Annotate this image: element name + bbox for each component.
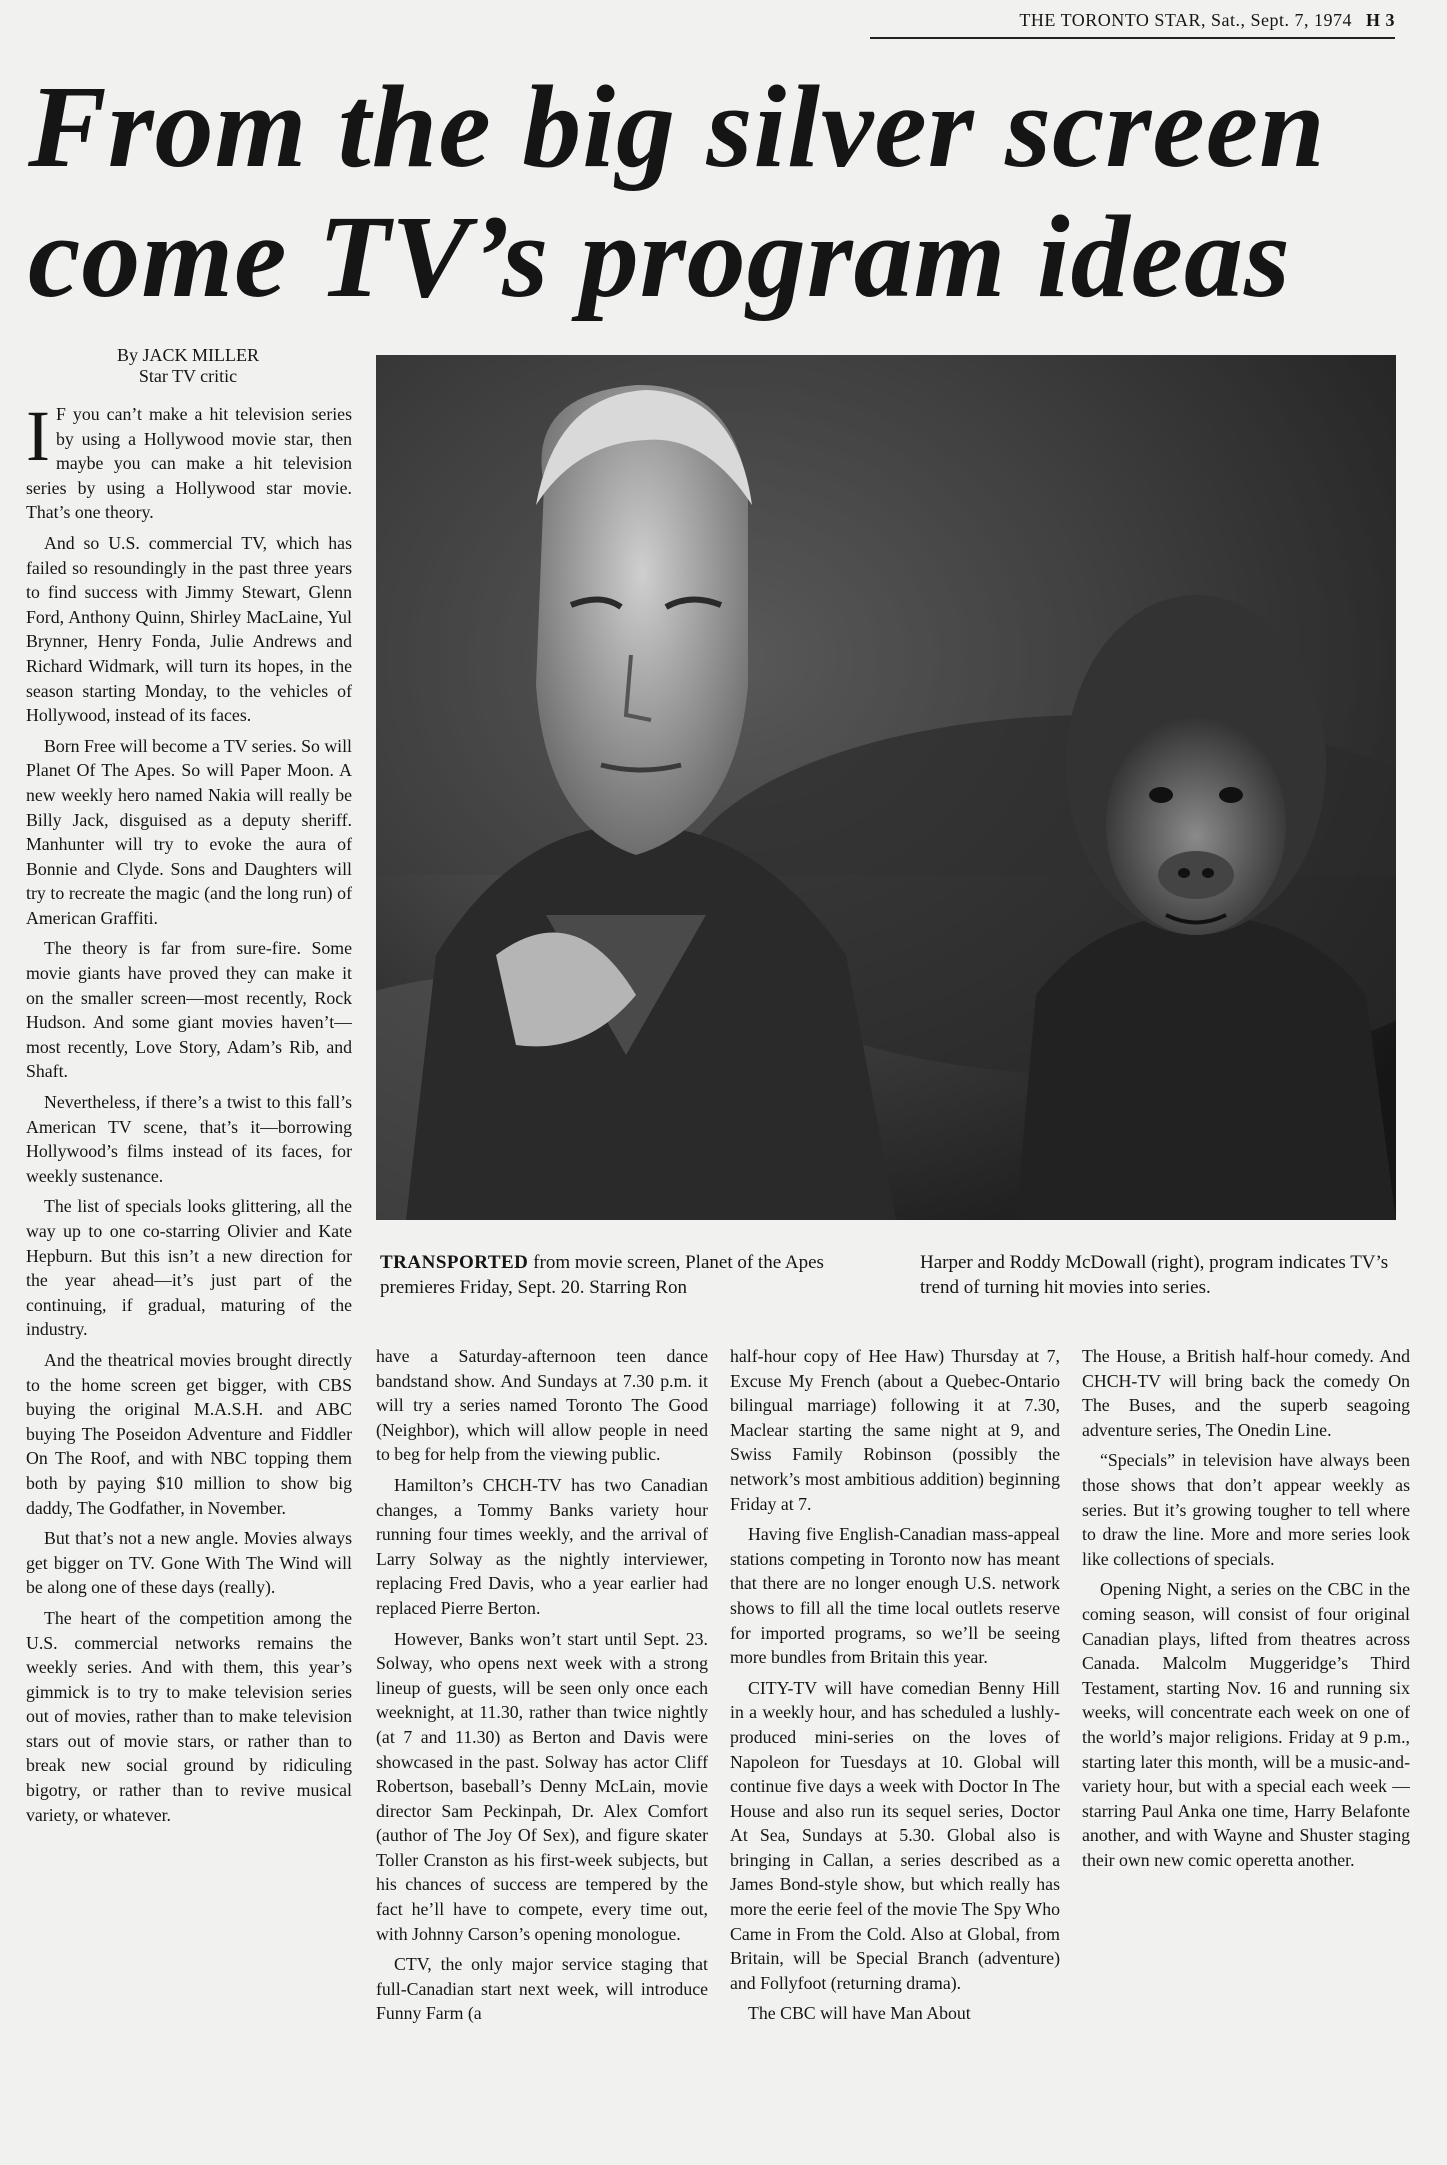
article-paragraph: Hamilton’s CHCH-TV has two Canadian changes, a Tommy Banks variety hour running four times weekly, and the arrival of Larry Solway as the nightly interviewer, replacing Fred Davis, who a year earlier had replaced Pierre Berton.: [376, 1474, 708, 1618]
article-column-2: [376, 1344, 708, 2159]
article-paragraph: The list of specials looks glittering, all the way up to one co-starring Olivier and Kate Hepburn. But this isn’t a new direction for the year ahead—it’s just part of the continuing, if gradual, maturing of the industry.: [26, 1196, 352, 1340]
article-paragraph: “Specials” in television have always been those shows that don’t appear weekly as series. But it’s growing tougher to tell where to draw the line. More and more series look like collections of specials.: [1082, 1450, 1410, 1569]
article-paragraph: half-hour copy of Hee Haw) Thursday at 7, Excuse My French (about a Quebec-Ontario bilingual marriage) following it at 7.30, Maclear starting the same night at 9, and Swiss Family Robinson (possibly the network’s most ambitious addition) beginning Friday at 7.: [730, 1346, 1060, 1514]
caption-label: TRANSPORTED: [380, 1252, 529, 1273]
article-paragraph: The CBC will have Man About: [748, 2003, 971, 2024]
headline-line-1: From the big silver screen: [28, 61, 1326, 192]
caption-part-1: [380, 1250, 870, 1300]
article-paragraph: Born Free will become a TV series. So will Planet Of The Apes. So will Paper Moon. A new weekly hero named Nakia will really be Billy Jack, disguised as a deputy sheriff. Manhunter will try to evoke the aura of Bonnie and Clyde. Sons and Daughters will try to recreate the magic (and the long run) of American Graffiti.: [26, 735, 352, 928]
article-paragraph: The House, a British half-hour comedy. And CHCH-TV will bring back the comedy On The Buses, and the superb seagoing adventure series, The Onedin Line.: [1082, 1346, 1410, 1440]
headline-line-2: come TV’s program ideas: [28, 191, 1291, 322]
byline-role: Star TV critic: [138, 366, 238, 386]
photo-illustration: [376, 355, 1396, 1220]
article-paragraph: However, Banks won’t start until Sept. 23. Solway, who opens next week with a strong lineup of guests, will be seen only once each weeknight, at 11.30, rather than twice nightly (at 7 and 11.30) as Berton and Davis were showcased in the past. Solway has actor Cliff Robertson, baseball’s Denny McLain, movie director Sam Peckinpah, Dr. Alex Comfort (author of The Joy Of Sex), and figure skater Toller Cranston as his first-week subjects, but his chances of success are tempered by the fact he’ll have to compete, every time out, with Johnny Carson’s opening monologue.: [376, 1628, 708, 1944]
article-paragraph: The heart of the competition among the U.S. commercial networks remains the weekly series. And with them, this year’s gimmick is to try to make television series out of movies, rather than to make television stars out of movie stars, or rather than to break new social ground by ridiculing bigotry, or rather than to revive musical variety, or whatever.: [26, 1607, 352, 1825]
byline-author: By JACK MILLER: [116, 345, 259, 365]
article-paragraph: Nevertheless, if there’s a twist to this fall’s American TV scene, that’s it—borrowing Hollywood’s films instead of its faces, for weekly sustenance.: [26, 1092, 352, 1186]
lead-paragraph-text: F you can’t make a hit television series by using a Hollywood movie star, then maybe you can make a hit television series by using a Hollywood star movie. That’s one theory.: [26, 404, 352, 523]
caption-text-1: from movie screen, Planet of the Apes premieres Friday, Sept. 20. Starring Ron: [380, 1252, 824, 1298]
article-paragraph: CITY-TV will have comedian Benny Hill in a weekly hour, and has scheduled a lushly-produced mini-series on the loves of Napoleon for Tuesdays at 10. Global will continue five days a week with Doctor In The House and also run its sequel series, Doctor At Sea, Sundays at 5.30. Global also is bringing in Callan, a series described as a James Bond-style show, but which really has more the eerie feel of the movie The Spy Who Came in From the Cold. Also at Global, from Britain, will be Special Branch (adventure) and Follyfoot (returning drama).: [730, 1677, 1060, 1993]
article-paragraph: But that’s not a new angle. Movies always get bigger on TV. Gone With The Wind will be along one of these days (really).: [26, 1528, 352, 1598]
article-column-3: [730, 1344, 1060, 2159]
article-paragraph: have a Saturday-afternoon teen dance bandstand show. And Sundays at 7.30 p.m. it will try a series named Toronto The Good (Neighbor), which will allow people in need to beg for help from the viewing public.: [376, 1346, 708, 1465]
page-number: H 3: [1365, 10, 1395, 30]
caption-text-2: Harper and Roddy McDowall (right), program indicates TV’s trend of turning hit movies into series.: [920, 1252, 1389, 1298]
article-paragraph: And so U.S. commercial TV, which has failed so resoundingly in the past three years to find success with Jimmy Stewart, Glenn Ford, Anthony Quinn, Shirley MacLaine, Yul Brynner, Henry Fonda, Julie Andrews and Richard Widmark, will turn its hopes, in the season starting Monday, to the vehicles of Hollywood, instead of its faces.: [26, 532, 352, 726]
article-column-4: [1082, 1344, 1410, 2159]
article-column-1: [26, 402, 352, 2022]
folio-text: THE TORONTO STAR, Sat., Sept. 7, 1974: [1019, 10, 1352, 30]
article-paragraph: Having five English-Canadian mass-appeal stations competing in Toronto now has meant that there are no longer enough U.S. network shows to fill all the time local outlets reserve for imported programs, so we’ll be seeing more bundles from Britain this year.: [730, 1524, 1060, 1668]
article-paragraph: Opening Night, a series on the CBC in the coming season, will consist of four original Canadian plays, lifted from theatres across Canada. Malcolm Muggeridge’s Third Testament, starting Nov. 16 and running six weeks, will concentrate each week on one of the world’s major religions. Friday at 9 p.m., starting later this month, will be a music-and-variety hour, but with a special each week — starring Paul Anka one time, Harry Belafonte another, and with Wayne and Shuster staging their own new comic operetta another.: [1082, 1579, 1410, 1870]
drop-cap: I: [26, 402, 50, 476]
article-paragraph: And the theatrical movies brought directly to the home screen get bigger, with CBS buying the original M.A.S.H. and ABC buying The Poseidon Adventure and Fiddler On The Roof, and with NBC topping them both by paying $10 million to show big daddy, The Godfather, in November.: [26, 1349, 352, 1518]
article-photo: [376, 355, 1396, 1220]
page-folio: [870, 10, 1395, 39]
headline: [28, 62, 1408, 322]
article-paragraph: CTV, the only major service staging that full-Canadian start next week, will introduce Funny Farm (a: [376, 1954, 708, 2024]
byline: [28, 345, 348, 387]
article-paragraph: [26, 402, 352, 525]
article-paragraph: The theory is far from sure-fire. Some movie giants have proved they can make it on the smaller screen—most recently, Rock Hudson. And some giant movies haven’t—most recently, Love Story, Adam’s Rib, and Shaft.: [26, 938, 352, 1082]
